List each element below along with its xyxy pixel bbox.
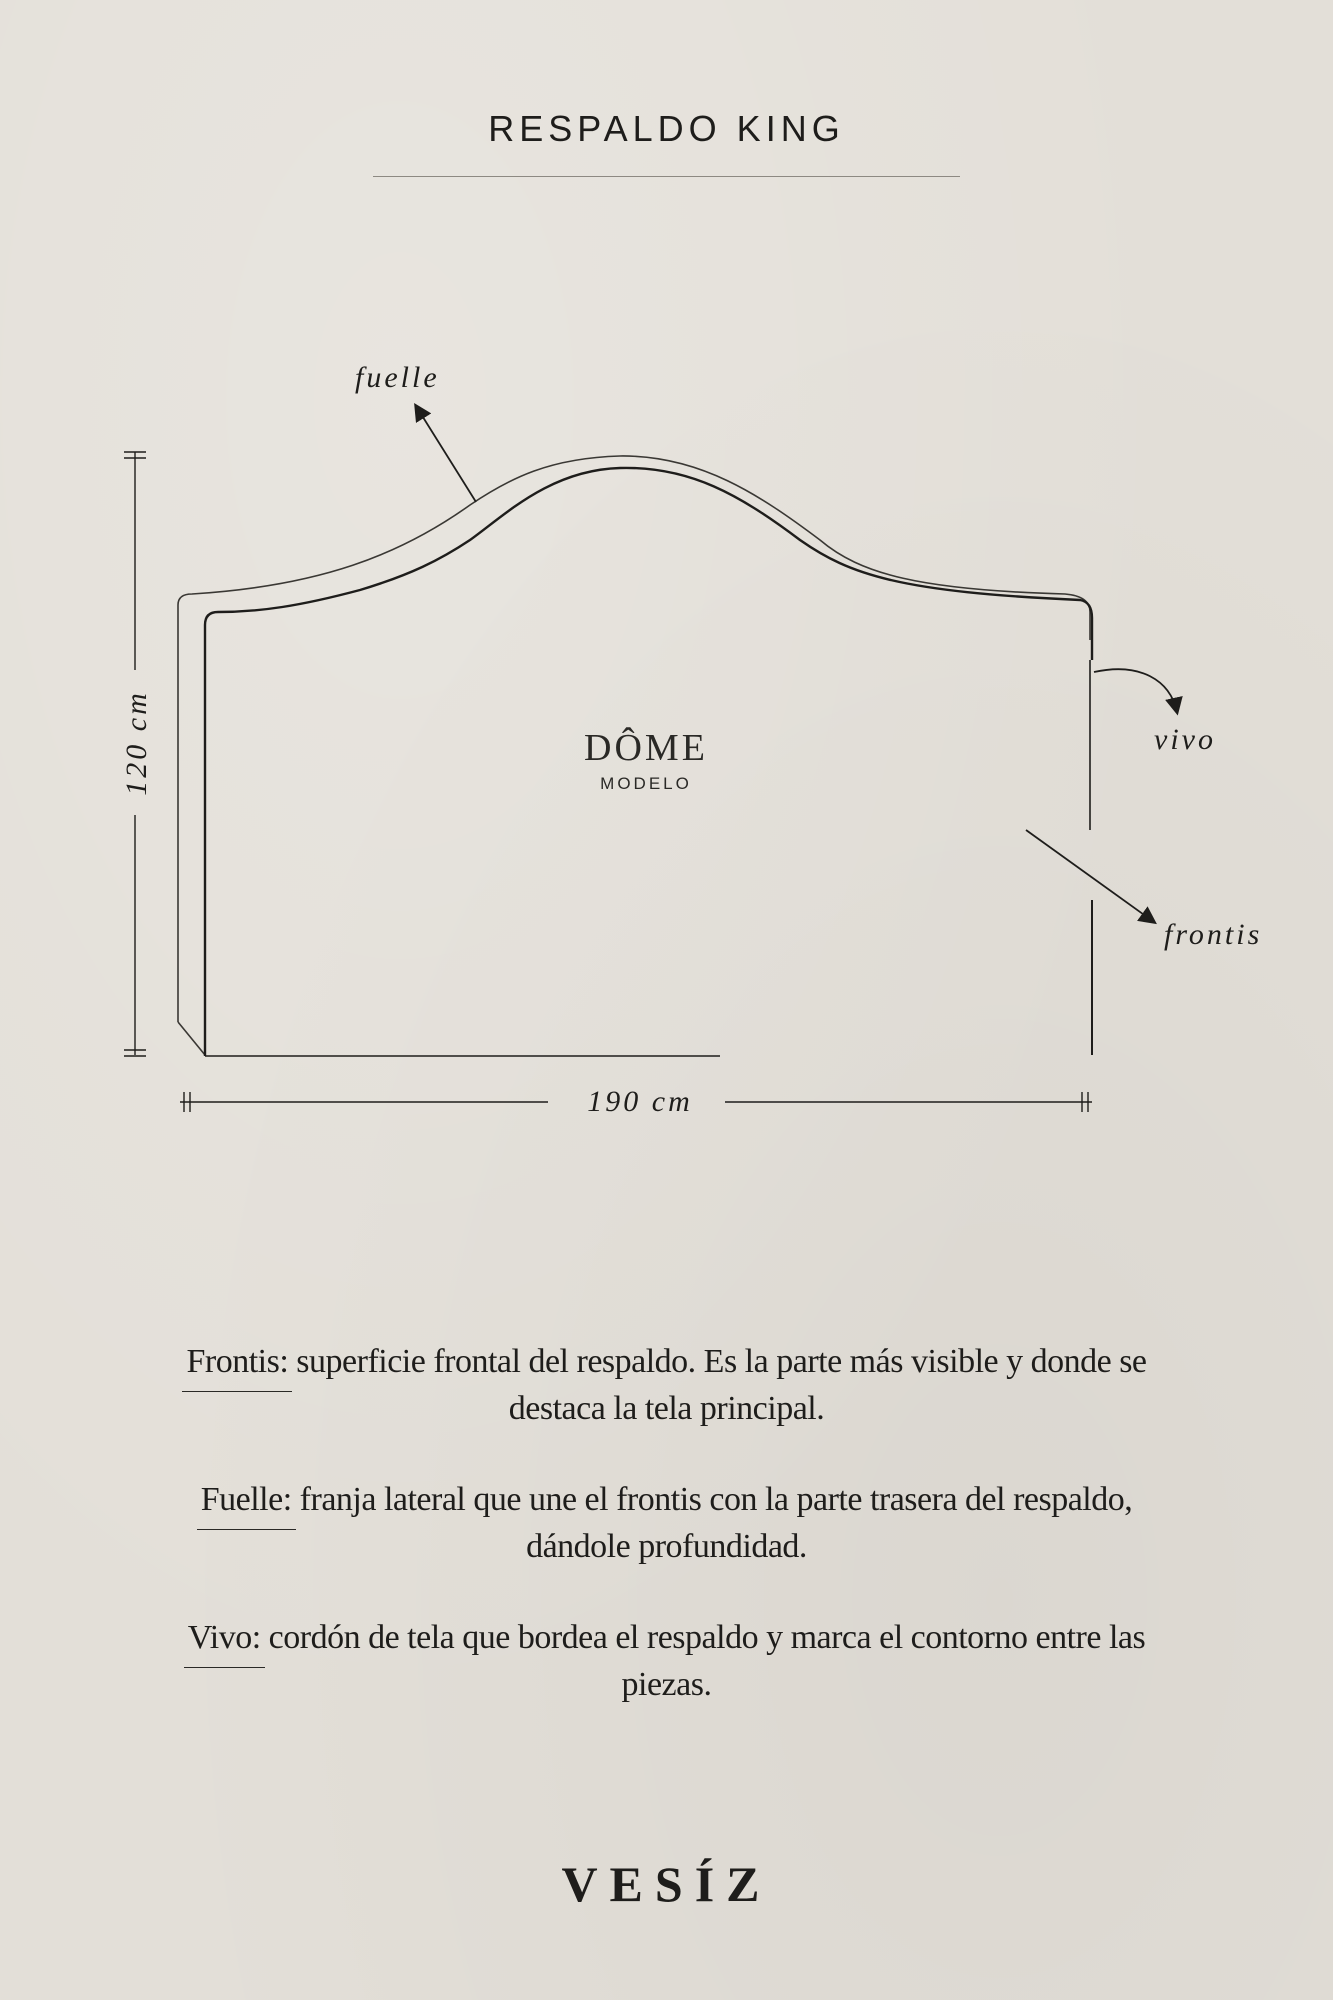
model-name: DÔME: [584, 727, 708, 769]
definitions: [0, 1338, 1333, 1752]
height-dimension: [120, 452, 153, 1056]
definition-frontis: [167, 1338, 1167, 1432]
width-label: 190 cm: [587, 1085, 693, 1118]
definition-fuelle-text: franja lateral que une el frontis con la parte trasera del respaldo, dándole profundidad.: [291, 1481, 1133, 1565]
vivo-label: vivo: [1154, 723, 1216, 756]
width-dimension: [180, 1085, 1092, 1118]
page-title: RESPALDO KING: [488, 108, 845, 149]
fuelle-label: fuelle: [355, 361, 440, 394]
vivo-arrow: [1094, 669, 1177, 712]
frontis-arrow: [1026, 830, 1154, 922]
definition-vivo-text: cordón de tela que bordea el respaldo y marca el contorno entre las piezas.: [260, 1619, 1146, 1703]
model-subtitle: MODELO: [600, 774, 692, 793]
brand-logo: VESÍZ: [561, 1856, 772, 1912]
term-vivo: Vivo:: [188, 1614, 261, 1661]
definition-frontis-text: superficie frontal del respaldo. Es la parte más visible y donde se destaca la tela principal.: [288, 1343, 1147, 1427]
fuelle-arrow: [416, 406, 476, 502]
term-frontis: Frontis:: [186, 1338, 288, 1385]
frontis-label: frontis: [1164, 918, 1263, 951]
height-label: 120 cm: [120, 690, 153, 796]
definition-vivo: [167, 1614, 1167, 1708]
definition-fuelle: [167, 1476, 1167, 1570]
term-fuelle: Fuelle:: [201, 1476, 292, 1523]
